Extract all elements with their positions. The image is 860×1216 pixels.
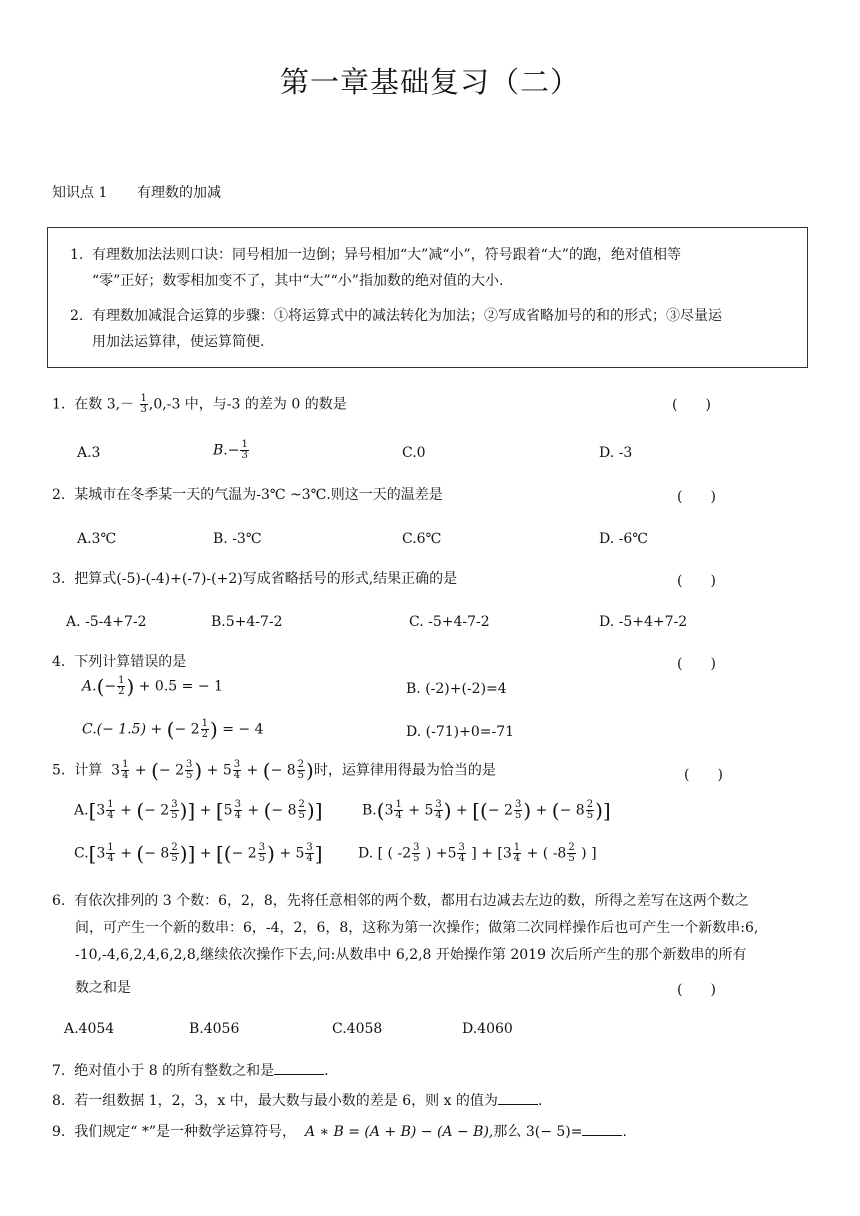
q2-option-d[interactable]: D. -6℃ — [599, 531, 648, 547]
q3-option-c[interactable]: C. -5+4-7-2 — [409, 614, 490, 630]
q5-option-a[interactable]: A.[3 $\frac{1}{4}$ + (− 2 $\frac{3}{5}$ )] + [5 $\frac{3}{4}$ + (− 8 $\frac{2}{5}$ )] — [74, 798, 323, 823]
q1-num: 1. — [52, 396, 66, 413]
q6-option-c[interactable]: C.4058 — [332, 1021, 383, 1037]
q4-option-c[interactable]: C.(− 1.5) + (− 2 $\frac{1}{2}$ ) = − 4 — [82, 717, 264, 742]
q4-option-a[interactable]: A.(− $\frac{1}{2}$ ) + 0.5 = − 1 — [82, 674, 223, 699]
q4-stem: 4. 下列计算错误的是 — [52, 654, 187, 670]
q5-stem: 5. 计算 3 $\frac{1}{4}$ + (− 2 $\frac{3}{5}$ ) + 5 $\frac{3}{4}$ + (− 8 $\frac{2}{5}$ )时，运算律用得最为恰当的是 — [52, 758, 496, 783]
q1-option-c[interactable]: C.0 — [402, 445, 426, 461]
rule-2-num: 2. — [70, 308, 84, 324]
q1-option-d[interactable]: D. -3 — [599, 445, 633, 461]
rule-1-num: 1. — [70, 247, 84, 263]
q6-line4: 数之和是 — [75, 980, 131, 996]
q8-blank[interactable] — [498, 1092, 538, 1105]
q2-option-b[interactable]: B. -3℃ — [213, 531, 262, 547]
q5-option-b[interactable]: B.(3 $\frac{1}{4}$ + 5 $\frac{3}{4}$ ) + [(− 2 $\frac{3}{5}$ ) + (− 8 $\frac{2}{5}$ )] — [362, 798, 611, 823]
q1-option-a[interactable]: A.3 — [77, 445, 101, 461]
q3-option-b[interactable]: B.5+4-7-2 — [211, 614, 283, 630]
q4-answer-paren[interactable]: ( ) — [677, 656, 716, 672]
q5-answer-paren[interactable]: ( ) — [684, 767, 723, 783]
q2-option-a[interactable]: A.3℃ — [77, 531, 117, 547]
rule-1-line1: 有理数加法法则口诀：同号相加一边倒；异号相加“大”减“小”，符号跟着“大”的跑，绝对值相等 — [92, 247, 681, 263]
knowledge-box — [47, 227, 808, 368]
q3-stem: 3. 把算式(-5)-(-4)+(-7)-(+2)写成省略括号的形式,结果正确的是 — [52, 571, 458, 587]
q9-formula: A ∗ B = (A + B) − (A − B), — [304, 1124, 494, 1140]
section-label: 知识点 1 — [52, 185, 108, 201]
q2-option-c[interactable]: C.6℃ — [402, 531, 442, 547]
q1-pre: 在数 3,－ — [74, 396, 139, 413]
q6-line3: -10,-4,6,2,4,6,2,8,继续依次操作下去,问:从数串中 6,2,8 开始操作第 2019 次后所产生的那个新数串的所有 — [75, 947, 747, 963]
q4-option-b[interactable]: B. (-2)+(-2)=4 — [406, 681, 507, 697]
q4-option-d[interactable]: D. (-71)+0=-71 — [406, 724, 515, 740]
rule-1-line2: “零”正好；数零相加变不了，其中“大”“小”指加数的绝对值的大小. — [92, 273, 504, 289]
q6-option-a[interactable]: A.4054 — [64, 1021, 115, 1037]
q7-blank[interactable] — [274, 1062, 324, 1075]
q6-answer-paren[interactable]: ( ) — [677, 982, 716, 998]
q1-answer-paren[interactable]: ( ) — [672, 397, 711, 413]
q2-stem: 2. 某城市在冬季某一天的气温为-3℃ ~3℃.则这一天的温差是 — [52, 487, 443, 503]
page-title: 第一章基础复习（二） — [279, 65, 580, 99]
q6-option-b[interactable]: B.4056 — [189, 1021, 240, 1037]
q6-line2: 间，可产生一个新的数串：6，-4，2，6，8，这称为第一次操作；做第二次同样操作后也可产生一个新数串:6, — [75, 920, 759, 936]
q3-answer-paren[interactable]: ( ) — [677, 573, 716, 589]
rule-2-line1: 有理数加减混合运算的步骤：①将运算式中的减法转化为加法；②写成省略加号的和的形式；③尽量运 — [92, 308, 722, 324]
q7-stem: 7. 绝对值小于 8 的所有整数之和是 . — [52, 1063, 329, 1079]
q2-answer-paren[interactable]: ( ) — [677, 489, 716, 505]
rule-2-line2: 用加法运算律，使运算简便. — [92, 334, 265, 350]
q3-option-d[interactable]: D. -5+4+7-2 — [599, 614, 688, 630]
q5-option-d[interactable]: D. [ ( -2 $\frac{3}{5}$ ) +5 $\frac{3}{4}$ ] + [3 $\frac{1}{4}$ + ( -8 $\frac{2}{5}$ ) ] — [358, 842, 597, 864]
q1-frac: $\frac{1}{3}$ — [140, 393, 147, 415]
q3-option-a[interactable]: A. -5-4+7-2 — [66, 614, 147, 630]
q9-stem: 9. 我们规定“ *”是一种数学运算符号， A ∗ B = (A + B) − (A − B),那么 3(− 5)= . — [52, 1124, 627, 1140]
q5-option-c[interactable]: C.[3 $\frac{1}{4}$ + (− 8 $\frac{2}{5}$ )] + [(− 2 $\frac{3}{5}$ ) + 5 $\frac{3}{4}$ ] — [74, 841, 323, 866]
q1-stem — [52, 394, 347, 415]
q1-post: ,0,-3 中，与-3 的差为 0 的数是 — [148, 396, 347, 413]
q6-line1: 6. 有依次排列的 3 个数：6，2，8，先将任意相邻的两个数，都用右边减去左边的数，所得之差写在这两个数之 — [52, 893, 749, 909]
q9-blank[interactable] — [582, 1123, 622, 1136]
q6-option-d[interactable]: D.4060 — [462, 1021, 513, 1037]
section-name: 有理数的加减 — [137, 185, 221, 201]
q1-option-b[interactable]: B.− $\frac{1}{3}$ — [213, 439, 248, 461]
q8-stem: 8. 若一组数据 1，2，3，x 中，最大数与最小数的差是 6，则 x 的值为 . — [52, 1093, 543, 1109]
